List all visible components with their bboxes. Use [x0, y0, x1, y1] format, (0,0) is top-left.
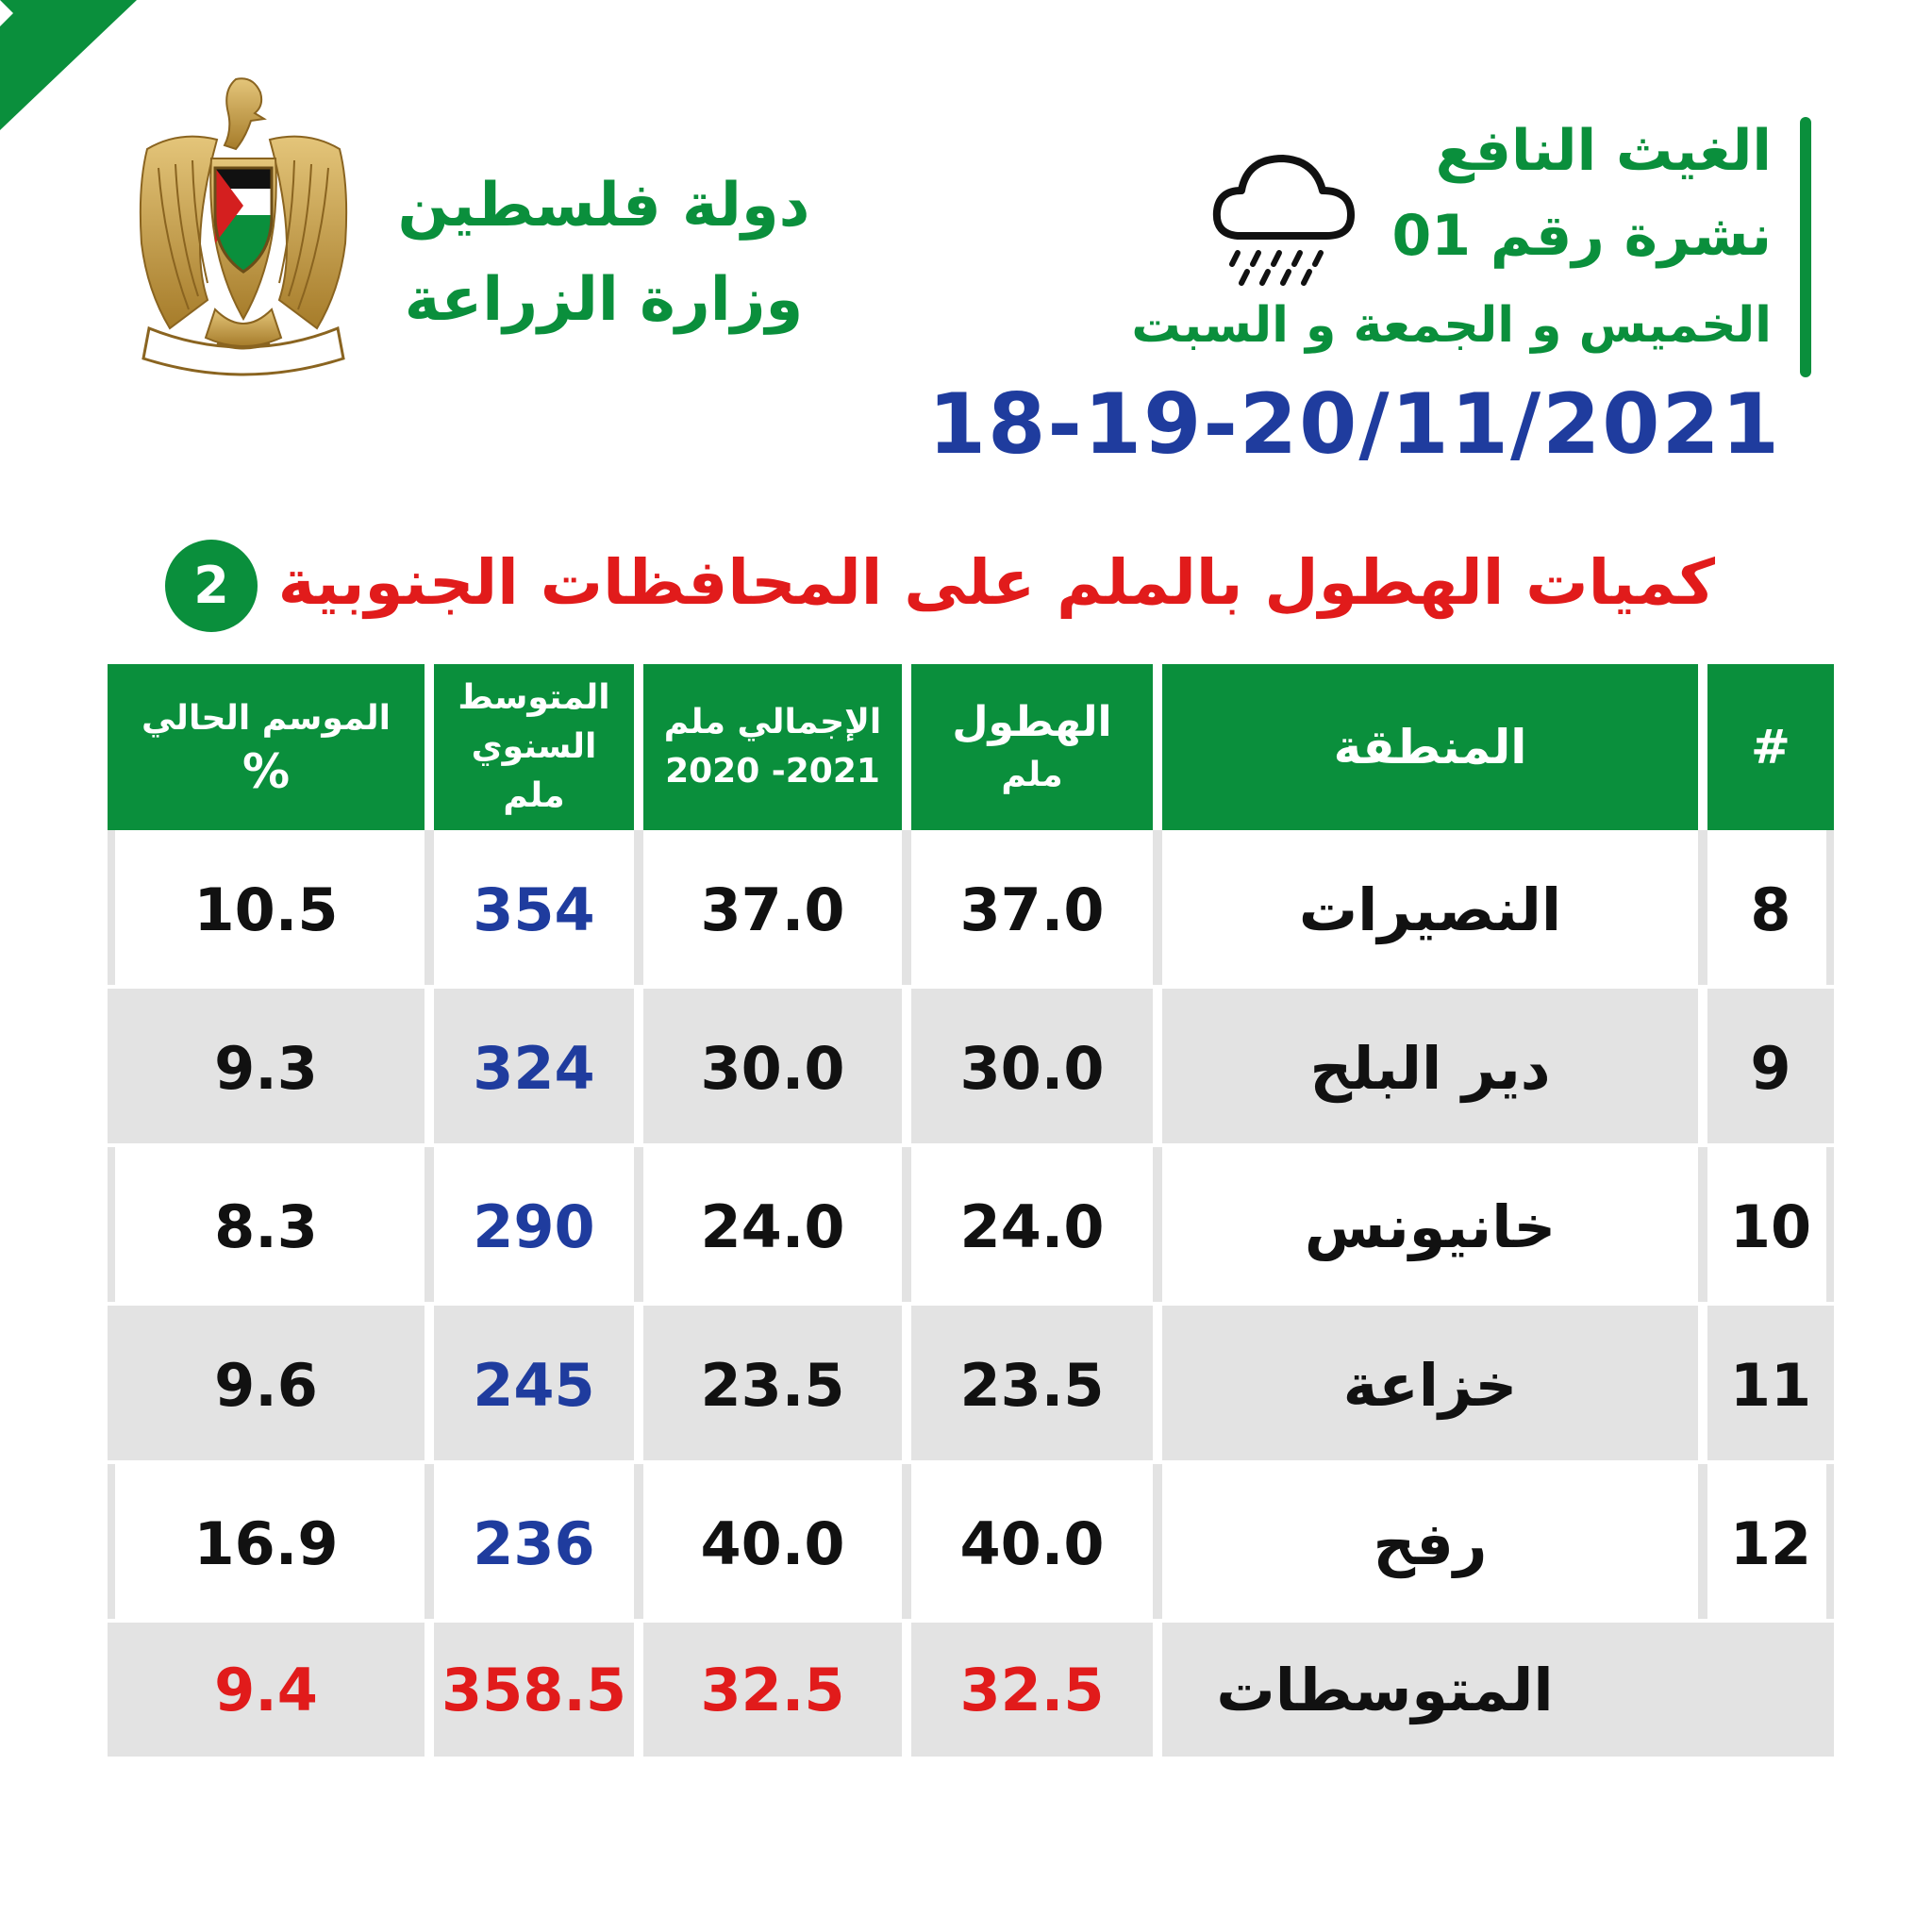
header-total: الإجمالي ملم 2020 -2021	[643, 664, 902, 830]
header-rainfall: الهطول ملم	[911, 664, 1153, 830]
row-annual-avg: 236	[473, 1508, 595, 1578]
row-annual-avg: 324	[473, 1033, 595, 1103]
row-region: رفح	[1373, 1508, 1488, 1578]
averages-annual-avg: 358.5	[441, 1655, 627, 1724]
table-row	[108, 1464, 1834, 1623]
averages-total: 32.5	[700, 1655, 845, 1724]
row-rainfall: 30.0	[959, 1033, 1105, 1103]
row-region: النصيرات	[1298, 874, 1562, 944]
corner-triangle	[0, 0, 142, 132]
row-season-pct: 8.3	[214, 1191, 318, 1261]
row-region: خانيونس	[1304, 1191, 1557, 1261]
row-rainfall: 23.5	[959, 1350, 1105, 1420]
row-rainfall: 40.0	[959, 1508, 1105, 1578]
row-total: 40.0	[700, 1508, 845, 1578]
averages-season-pct: 9.4	[214, 1655, 318, 1724]
ministry-name	[368, 158, 840, 347]
row-index: 11	[1729, 1350, 1812, 1420]
header-region: المنطقة	[1162, 664, 1698, 830]
state-name: دولة فلسطين	[397, 171, 810, 241]
row-season-pct: 16.9	[193, 1508, 339, 1578]
row-region: دير البلح	[1309, 1033, 1551, 1103]
bulletin-title: الغيث النافع	[1435, 118, 1772, 184]
row-total: 30.0	[700, 1033, 845, 1103]
section-badge: 2	[165, 540, 258, 632]
bulletin-days: الخميس و الجمعة و السبت	[1131, 297, 1772, 354]
row-index: 8	[1750, 874, 1791, 944]
row-index: 12	[1729, 1508, 1812, 1578]
row-rainfall: 24.0	[959, 1191, 1105, 1261]
row-season-pct: 9.6	[214, 1350, 318, 1420]
rainfall-table	[108, 664, 1834, 1757]
averages-rainfall: 32.5	[959, 1655, 1105, 1724]
header-index: #	[1707, 664, 1834, 830]
row-index: 10	[1729, 1191, 1812, 1261]
row-rainfall: 37.0	[959, 874, 1105, 944]
bulletin-date: 18-19-20/11/2021	[927, 375, 1781, 473]
averages-row	[108, 1623, 1834, 1757]
row-season-pct: 10.5	[193, 874, 339, 944]
bulletin-number: نشرة رقم 01	[1391, 203, 1772, 269]
row-total: 23.5	[700, 1350, 845, 1420]
palestine-emblem	[130, 74, 357, 385]
ministry-title: وزارة الزراعة	[404, 265, 804, 335]
row-season-pct: 9.3	[214, 1033, 318, 1103]
averages-label: المتوسطات	[1216, 1655, 1554, 1724]
row-total: 24.0	[700, 1191, 845, 1261]
table-row	[108, 1147, 1834, 1306]
section-title: كميات الهطول بالملم على المحافظات الجنوبية	[277, 546, 1715, 619]
table-row	[108, 1306, 1834, 1464]
row-annual-avg: 290	[473, 1191, 595, 1261]
table-header	[108, 664, 1834, 830]
header-annual-avg: المتوسط السنوي ملم	[434, 664, 634, 830]
row-total: 37.0	[700, 874, 845, 944]
table-row	[108, 989, 1834, 1147]
bulletin-accent-bar	[1800, 117, 1811, 377]
rain-cloud-icon	[1209, 142, 1360, 292]
row-annual-avg: 245	[473, 1350, 595, 1420]
row-annual-avg: 354	[473, 874, 595, 944]
row-region: خزاعة	[1342, 1350, 1518, 1420]
table-row	[108, 830, 1834, 989]
header-season-pct: الموسم الحالي %	[108, 664, 425, 830]
row-index: 9	[1750, 1033, 1791, 1103]
